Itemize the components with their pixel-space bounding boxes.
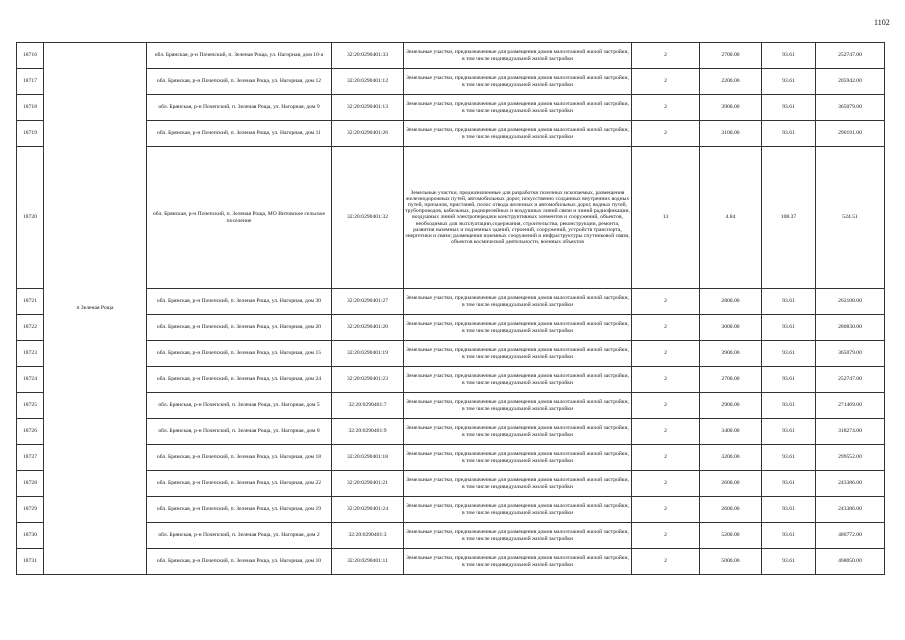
land-use-cell: Земельные участки, предназначенные для размещения домов малоэтажной жилой застройки, в том числе индивидуальной жилой застройки bbox=[404, 95, 632, 121]
table-row bbox=[17, 289, 885, 315]
land-use-cell: Земельные участки, предназначенные для размещения домов малоэтажной жилой застройки, в том числе индивидуальной жилой застройки bbox=[404, 445, 632, 471]
rate-cell: 93.61 bbox=[762, 549, 816, 575]
area-cell: 2600.00 bbox=[700, 471, 762, 497]
cadastral-value-cell: 280830.00 bbox=[816, 315, 885, 341]
record-number: 18730 bbox=[17, 523, 44, 549]
rate-cell: 93.61 bbox=[762, 471, 816, 497]
table-row bbox=[17, 341, 885, 367]
table-row bbox=[17, 471, 885, 497]
address-cell: обл. Брянская, р-н Почепский, п. Зеленая Роща, ул. Нагорная, дом 8 bbox=[147, 419, 332, 445]
table-row bbox=[17, 121, 885, 147]
area-cell: 2700.00 bbox=[700, 43, 762, 69]
table-row bbox=[17, 95, 885, 121]
group-cell: 2 bbox=[632, 393, 700, 419]
area-cell: 2200.00 bbox=[700, 69, 762, 95]
table-row bbox=[17, 315, 885, 341]
table-row bbox=[17, 147, 885, 289]
table-row bbox=[17, 549, 885, 575]
land-use-cell: Земельные участки, предназначенные для размещения домов малоэтажной жилой застройки, в том числе индивидуальной жилой застройки bbox=[404, 367, 632, 393]
address-cell: обл. Брянская, р-н Почепский, п. Зеленая Роща, ул. Нагорная, дом 20 bbox=[147, 315, 332, 341]
group-cell: 2 bbox=[632, 471, 700, 497]
cadastral-number-cell: 32:20:0290401:32 bbox=[332, 147, 404, 289]
cadastral-number-cell: 32:20:0290401:19 bbox=[332, 341, 404, 367]
cadastral-number-cell: 32:20:0290401:24 bbox=[332, 497, 404, 523]
address-cell: обл. Брянская, р-н Почепский, п. Зеленая Роща, ул. Нагорная, дом 30 bbox=[147, 289, 332, 315]
land-use-cell: Земельные участки, предназначенные для размещения домов малоэтажной жилой застройки, в том числе индивидуальной жилой застройки bbox=[404, 419, 632, 445]
land-use-cell: Земельные участки, предназначенные для размещения домов малоэтажной жилой застройки, в том числе индивидуальной жилой застройки bbox=[404, 523, 632, 549]
rate-cell: 93.61 bbox=[762, 69, 816, 95]
land-use-cell: Земельные участки, предназначенные для размещения домов малоэтажной жилой застройки, в том числе индивидуальной жилой застройки bbox=[404, 43, 632, 69]
table-row bbox=[17, 523, 885, 549]
address-cell: обл. Брянская, р-н Почепский, п. Зеленая Роща, ул. Нагорная, дом 22 bbox=[147, 471, 332, 497]
address-cell: обл. Брянская, р-н Почепский, п. Зеленая Роща, ул. Нагорная, дом 5 bbox=[147, 393, 332, 419]
address-cell: обл. Брянская, р-н Почепский, п. Зеленая Роща, ул. Нагорная, дом 11 bbox=[147, 121, 332, 147]
group-cell: 2 bbox=[632, 497, 700, 523]
cadastral-number-cell: 32:20:0290401:26 bbox=[332, 121, 404, 147]
group-cell: 2 bbox=[632, 341, 700, 367]
table-row bbox=[17, 393, 885, 419]
cadastral-value-table bbox=[16, 42, 885, 575]
area-cell: 2600.00 bbox=[700, 497, 762, 523]
address-cell: обл. Брянская, р-н Почепский, п. Зеленая Роща, ул. Нагорная, дом 12 bbox=[147, 69, 332, 95]
cadastral-number-cell: 32:20:0290401:21 bbox=[332, 471, 404, 497]
address-cell: обл. Брянская, р-н Почепский, п. Зеленая Роща, ул. Нагорная, дом 2 bbox=[147, 523, 332, 549]
table-row bbox=[17, 367, 885, 393]
area-cell: 3000.00 bbox=[700, 315, 762, 341]
cadastral-value-cell: 365079.00 bbox=[816, 341, 885, 367]
record-number: 18717 bbox=[17, 69, 44, 95]
cadastral-value-cell: 318274.00 bbox=[816, 419, 885, 445]
area-cell: 2700.00 bbox=[700, 367, 762, 393]
cadastral-number-cell: 32:20:0290401:33 bbox=[332, 43, 404, 69]
record-number: 18719 bbox=[17, 121, 44, 147]
group-cell: 2 bbox=[632, 419, 700, 445]
group-cell: 2 bbox=[632, 69, 700, 95]
record-number: 18728 bbox=[17, 471, 44, 497]
group-cell: 2 bbox=[632, 95, 700, 121]
cadastral-number-cell: 32:20:0290401:9 bbox=[332, 419, 404, 445]
settlement-cell: п Зеленая Роща bbox=[44, 43, 147, 575]
cadastral-value-cell: 252747.00 bbox=[816, 43, 885, 69]
cadastral-number-cell: 32:20:0290401:11 bbox=[332, 549, 404, 575]
rate-cell: 93.61 bbox=[762, 315, 816, 341]
address-cell: обл. Брянская, р-н Почепский, п. Зеленая Роща, ул. Нагорная, дом 10 bbox=[147, 549, 332, 575]
address-cell: обл. Брянская, р-н Почепский, п. Зеленая Роща, ул. Нагорная, дом 10-а bbox=[147, 43, 332, 69]
area-cell: 3900.00 bbox=[700, 341, 762, 367]
area-cell: 2900.00 bbox=[700, 393, 762, 419]
land-use-cell: Земельные участки, предназначенные для разработки полезных ископаемых, размещения железнодорожных путей, автомобильных дорог, искусственно созданных внутренних водных путей, причалов, пристаней, полос отвода железных и автомобильных дорог, водных путей, трубопроводов, кабельных, радиорелейных и воздушных линий связи и линий радиофикации, воздушных линий электропередачи конструктивных элементов и сооружений, объектов, необходимых для эксплуатации,содержания, строительства, реконструкции, ремонта, развития наземных и подземных зданий, строений, сооружений, устройств транспорта, энергетики и связи; размещения наземных сооружений и инфраструктуры спутниковой связи, объектов космической деятельности, военных объектов bbox=[404, 147, 632, 289]
rate-cell: 108.37 bbox=[762, 147, 816, 289]
record-number: 18721 bbox=[17, 289, 44, 315]
rate-cell: 93.61 bbox=[762, 445, 816, 471]
area-cell: 5200.00 bbox=[700, 523, 762, 549]
rate-cell: 93.61 bbox=[762, 393, 816, 419]
address-cell: обл. Брянская, р-н Почепский, п. Зеленая Роща, ул. Нагорная, дом 9 bbox=[147, 95, 332, 121]
cadastral-value-cell: 252747.00 bbox=[816, 367, 885, 393]
address-cell: обл. Брянская, р-н Почепский, п. Зеленая Роща, ул. Нагорная, дом 15 bbox=[147, 341, 332, 367]
cadastral-number-cell: 32:20:0290401:23 bbox=[332, 367, 404, 393]
rate-cell: 93.61 bbox=[762, 367, 816, 393]
rate-cell: 93.61 bbox=[762, 523, 816, 549]
cadastral-value-cell: 365079.00 bbox=[816, 95, 885, 121]
cadastral-value-cell: 299552.00 bbox=[816, 445, 885, 471]
area-cell: 3900.00 bbox=[700, 95, 762, 121]
group-cell: 13 bbox=[632, 147, 700, 289]
cadastral-value-cell: 205942.00 bbox=[816, 69, 885, 95]
area-cell: 4.84 bbox=[700, 147, 762, 289]
cadastral-value-cell: 262108.00 bbox=[816, 289, 885, 315]
rate-cell: 93.61 bbox=[762, 341, 816, 367]
table-row bbox=[17, 69, 885, 95]
cadastral-value-cell: 290191.00 bbox=[816, 121, 885, 147]
group-cell: 2 bbox=[632, 289, 700, 315]
area-cell: 2800.00 bbox=[700, 289, 762, 315]
group-cell: 2 bbox=[632, 445, 700, 471]
record-number: 18723 bbox=[17, 341, 44, 367]
address-cell: обл. Брянская, р-н Почепский, п. Зеленая Роща, ул. Нагорная, дом 19 bbox=[147, 497, 332, 523]
record-number: 18716 bbox=[17, 43, 44, 69]
land-use-cell: Земельные участки, предназначенные для размещения домов малоэтажной жилой застройки, в том числе индивидуальной жилой застройки bbox=[404, 497, 632, 523]
cadastral-value-cell: 468050.00 bbox=[816, 549, 885, 575]
address-cell: обл. Брянская, р-н Почепский, п. Зеленая Роща, МО Витовское сельское поселение bbox=[147, 147, 332, 289]
area-cell: 5000.00 bbox=[700, 549, 762, 575]
group-cell: 2 bbox=[632, 315, 700, 341]
record-number: 18727 bbox=[17, 445, 44, 471]
cadastral-number-cell: 32:20:0290401:3 bbox=[332, 523, 404, 549]
rate-cell: 93.61 bbox=[762, 43, 816, 69]
cadastral-value-cell: 243386.00 bbox=[816, 471, 885, 497]
land-use-cell: Земельные участки, предназначенные для размещения домов малоэтажной жилой застройки, в том числе индивидуальной жилой застройки bbox=[404, 471, 632, 497]
cadastral-value-cell: 271469.00 bbox=[816, 393, 885, 419]
address-cell: обл. Брянская, р-н Почепский, п. Зеленая Роща, ул. Нагорная, дом 18 bbox=[147, 445, 332, 471]
cadastral-number-cell: 32:20:0290401:13 bbox=[332, 95, 404, 121]
cadastral-number-cell: 32:20:0290401:7 bbox=[332, 393, 404, 419]
rate-cell: 93.61 bbox=[762, 95, 816, 121]
land-use-cell: Земельные участки, предназначенные для размещения домов малоэтажной жилой застройки, в том числе индивидуальной жилой застройки bbox=[404, 315, 632, 341]
area-cell: 3400.00 bbox=[700, 419, 762, 445]
cadastral-value-cell: 243386.00 bbox=[816, 497, 885, 523]
record-number: 18724 bbox=[17, 367, 44, 393]
group-cell: 2 bbox=[632, 523, 700, 549]
cadastral-number-cell: 32:20:0290401:18 bbox=[332, 445, 404, 471]
table-body bbox=[17, 43, 885, 575]
rate-cell: 93.61 bbox=[762, 289, 816, 315]
rate-cell: 93.61 bbox=[762, 121, 816, 147]
land-use-cell: Земельные участки, предназначенные для размещения домов малоэтажной жилой застройки, в том числе индивидуальной жилой застройки bbox=[404, 69, 632, 95]
land-use-cell: Земельные участки, предназначенные для размещения домов малоэтажной жилой застройки, в том числе индивидуальной жилой застройки bbox=[404, 289, 632, 315]
land-use-cell: Земельные участки, предназначенные для размещения домов малоэтажной жилой застройки, в том числе индивидуальной жилой застройки bbox=[404, 341, 632, 367]
cadastral-value-cell: 486772.00 bbox=[816, 523, 885, 549]
area-cell: 3100.00 bbox=[700, 121, 762, 147]
address-cell: обл. Брянская, р-н Почепский, п. Зеленая Роща, ул. Нагорная, дом 24 bbox=[147, 367, 332, 393]
record-number: 18722 bbox=[17, 315, 44, 341]
page-number: 1102 bbox=[874, 18, 890, 27]
land-use-cell: Земельные участки, предназначенные для размещения домов малоэтажной жилой застройки, в том числе индивидуальной жилой застройки bbox=[404, 393, 632, 419]
land-use-cell: Земельные участки, предназначенные для размещения домов малоэтажной жилой застройки, в том числе индивидуальной жилой застройки bbox=[404, 549, 632, 575]
area-cell: 3200.00 bbox=[700, 445, 762, 471]
land-use-cell: Земельные участки, предназначенные для размещения домов малоэтажной жилой застройки, в том числе индивидуальной жилой застройки bbox=[404, 121, 632, 147]
record-number: 18718 bbox=[17, 95, 44, 121]
table-row bbox=[17, 445, 885, 471]
rate-cell: 93.61 bbox=[762, 497, 816, 523]
record-number: 18729 bbox=[17, 497, 44, 523]
group-cell: 2 bbox=[632, 549, 700, 575]
table-row bbox=[17, 497, 885, 523]
table-row bbox=[17, 43, 885, 69]
cadastral-number-cell: 32:20:0290401:12 bbox=[332, 69, 404, 95]
group-cell: 2 bbox=[632, 121, 700, 147]
cadastral-value-cell: 524.51 bbox=[816, 147, 885, 289]
cadastral-number-cell: 32:20:0290401:20 bbox=[332, 315, 404, 341]
table-row bbox=[17, 419, 885, 445]
record-number: 18731 bbox=[17, 549, 44, 575]
group-cell: 2 bbox=[632, 367, 700, 393]
rate-cell: 93.61 bbox=[762, 419, 816, 445]
group-cell: 2 bbox=[632, 43, 700, 69]
record-number: 18720 bbox=[17, 147, 44, 289]
cadastral-number-cell: 32:20:0290401:27 bbox=[332, 289, 404, 315]
record-number: 18725 bbox=[17, 393, 44, 419]
record-number: 18726 bbox=[17, 419, 44, 445]
